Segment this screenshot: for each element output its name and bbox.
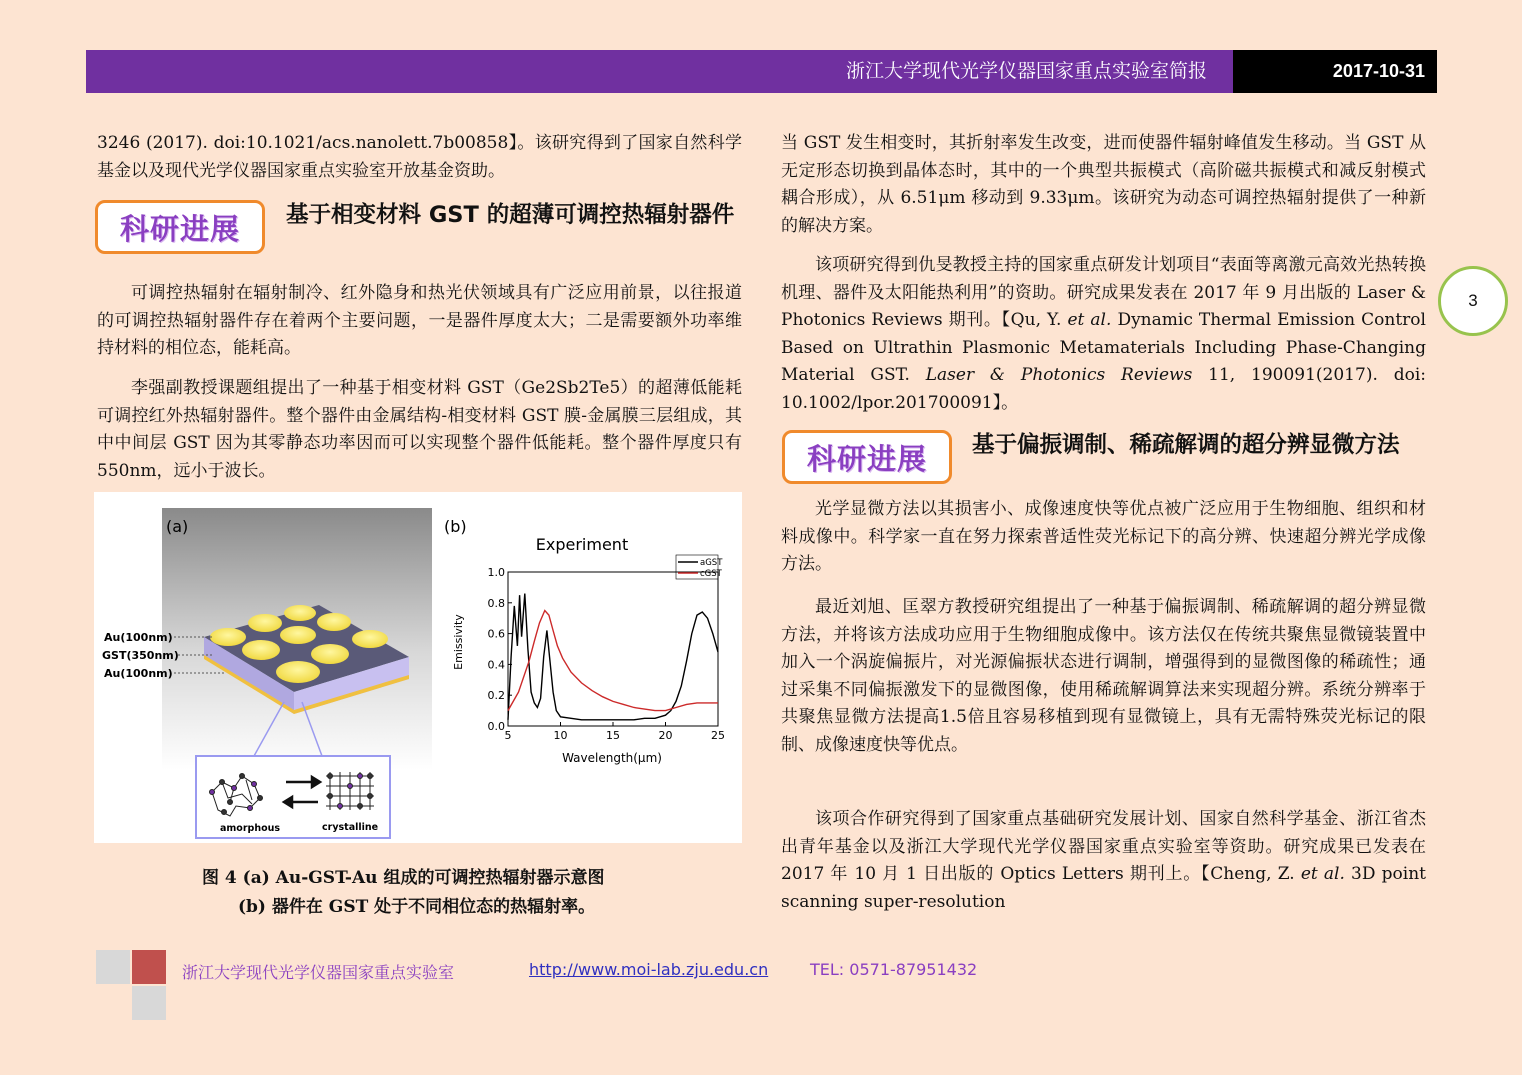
y-tick-label-4: 0.8	[487, 596, 505, 610]
right-para-0: 当 GST 发生相变时，其折射率发生改变，进而使器件辐射峰值发生移动。当 GST 从无定形态切换到晶体态时，其中的一个典型共振模式（高阶磁共振模式和减反射模式耦合形成），从 6.51μm 移动到 9.33μm。该研究为动态可调控热辐射提供了一种新的解决方案。	[781, 133, 1426, 236]
left-para-continued: 3246 (2017). doi:10.1021/acs.nanolett.7b00858】。该研究得到了国家自然科学基金以及现代光学仪器国家重点实验室开放基金资助。	[97, 133, 742, 181]
footer-website-link[interactable]: http://www.moi-lab.zju.edu.cn	[529, 960, 769, 979]
layer-label-au-bottom: Au(100nm)	[104, 667, 173, 680]
crystalline-label: crystalline	[322, 822, 379, 833]
layer-label-au-top: Au(100nm)	[104, 631, 173, 644]
chart-xlabel: Wavelength(μm)	[562, 751, 662, 765]
footer-logo-square-gray-2	[132, 986, 166, 1020]
x-tick-label-0: 5	[504, 729, 512, 742]
left-para-2: 李强副教授课题组提出了一种基于相变材料 GST（Ge2Sb2Te5）的超薄低能耗可调控红外热辐射器件。整个器件由金属结构-相变材料 GST 膜-金属膜三层组成，其中中间层 GST 因为其零静态功率因而可以实现整个器件低能耗。整个器件厚度只有 550nm，远小于波长。	[97, 378, 742, 481]
figure-4	[94, 492, 742, 843]
panel-b-label: (b)	[444, 517, 467, 536]
x-tick-label-2: 15	[606, 729, 620, 742]
layer-label-gst: GST(350nm)	[102, 649, 179, 662]
left-para-1: 可调控热辐射在辐射制冷、红外隐身和热光伏领域具有广泛应用前景，以往报道的可调控热辐射器件存在着两个主要问题，一是器件厚度太大；二是需要额外功率维持材料的相位态，能耗高。	[97, 283, 742, 359]
section-heading-2: 基于偏振调制、稀疏解调的超分辨显微方法	[972, 432, 1400, 458]
right-para-1-text-b: Dynamic Thermal Emission Control Based on Ultrathin Plasmonic Metamaterials Including Phase-Changing Material GST.	[781, 310, 1426, 386]
right-para-4-etal: et al.	[1300, 864, 1345, 885]
right-para-1-text-c: 11, 190091(2017). doi: 10.1002/lpor.201700091】。	[781, 365, 1426, 413]
y-tick-label-1: 0.2	[487, 689, 505, 703]
figure-caption-line-2: (b) 器件在 GST 处于不同相位态的热辐射率。	[238, 897, 596, 917]
section-badge-1: 科研进展	[95, 200, 265, 254]
chart-ylabel: Emissivity	[452, 614, 465, 670]
emissivity-chart	[452, 535, 725, 765]
right-para-4	[781, 806, 1426, 916]
right-para-1-etal: et al.	[1067, 310, 1112, 331]
right-para-3: 最近刘旭、匡翠方教授研究组提出了一种基于偏振调制、稀疏解调的超分辨显微方法，并将该方法成功应用于生物细胞成像中。该方法仅在传统共聚焦显微镜装置中加入一个涡旋偏振片，对光源偏振状态进行调制，增强得到的显微图像的稀疏性；通过采集不同偏振激发下的显微图像，使用稀疏解调算法来实现超分辨。系统分辨率于共聚焦显微方法提高1.5倍且容易移植到现有显微镜上，具有无需特殊荧光标记的限制、成像速度快等优点。	[781, 597, 1426, 755]
issue-date: 2017-10-31	[1233, 50, 1437, 93]
y-tick-label-3: 0.6	[487, 627, 505, 641]
newsletter-title: 浙江大学现代光学仪器国家重点实验室简报	[86, 50, 1233, 93]
x-tick-label-4: 25	[711, 729, 725, 742]
panel-a-label: (a)	[166, 517, 189, 536]
footer-org-name: 浙江大学现代光学仪器国家重点实验室	[182, 963, 455, 982]
right-para-1-journal: Laser & Photonics Reviews	[925, 365, 1193, 386]
footer	[96, 950, 1396, 1020]
legend-label-aGST: aGST	[700, 558, 723, 568]
amorphous-label: amorphous	[220, 823, 281, 834]
chart-title: Experiment	[535, 535, 629, 554]
y-tick-label-5: 1.0	[487, 566, 505, 579]
figure-svg	[94, 492, 742, 843]
page-number-badge: 3	[1438, 266, 1508, 336]
y-tick-label-0: 0.0	[487, 720, 505, 733]
right-para-1-text-a: 该项研究得到仇旻教授主持的国家重点研发计划项目“表面等离激元高效光热转换机理、器件及太阳能热利用”的资助。研究成果发表在 2017 年 9 月出版的 Laser & Photonics Reviews 期刊。【Qu, Y.	[781, 255, 1426, 331]
x-tick-label-1: 10	[553, 729, 568, 742]
header-bar	[86, 50, 1437, 93]
footer-logo-square-gray	[96, 950, 130, 984]
right-para-2: 光学显微方法以其损害小、成像速度快等优点被广泛应用于生物细胞、组织和材料成像中。科学家一直在努力探索普适性荧光标记下的高分辨、快速超分辨光学成像方法。	[781, 499, 1426, 575]
right-para-4-text-b: 3D point scanning super-resolution	[781, 864, 1426, 912]
x-tick-label-3: 20	[658, 729, 673, 742]
footer-telephone: TEL: 0571-87951432	[810, 960, 978, 979]
right-para-1	[781, 252, 1426, 418]
section-heading-1: 基于相变材料 GST 的超薄可调控热辐射器件	[286, 202, 735, 228]
figure-caption-line-1: 图 4 (a) Au-GST-Au 组成的可调控热辐射器示意图	[202, 868, 605, 888]
section-badge-2: 科研进展	[782, 430, 952, 484]
y-tick-label-2: 0.4	[487, 658, 505, 672]
footer-logo-square-red	[132, 950, 166, 984]
legend-label-cGST: cGST	[700, 569, 722, 579]
right-para-4-text-a: 该项合作研究得到了国家重点基础研究发展计划、国家自然科学基金、浙江省杰出青年基金以及浙江大学现代光学仪器国家重点实验室等资助。研究成果已发表在 2017 年 10 月 1 日出版的 Optics Letters 期刊上。【Cheng, Z.	[781, 809, 1426, 885]
